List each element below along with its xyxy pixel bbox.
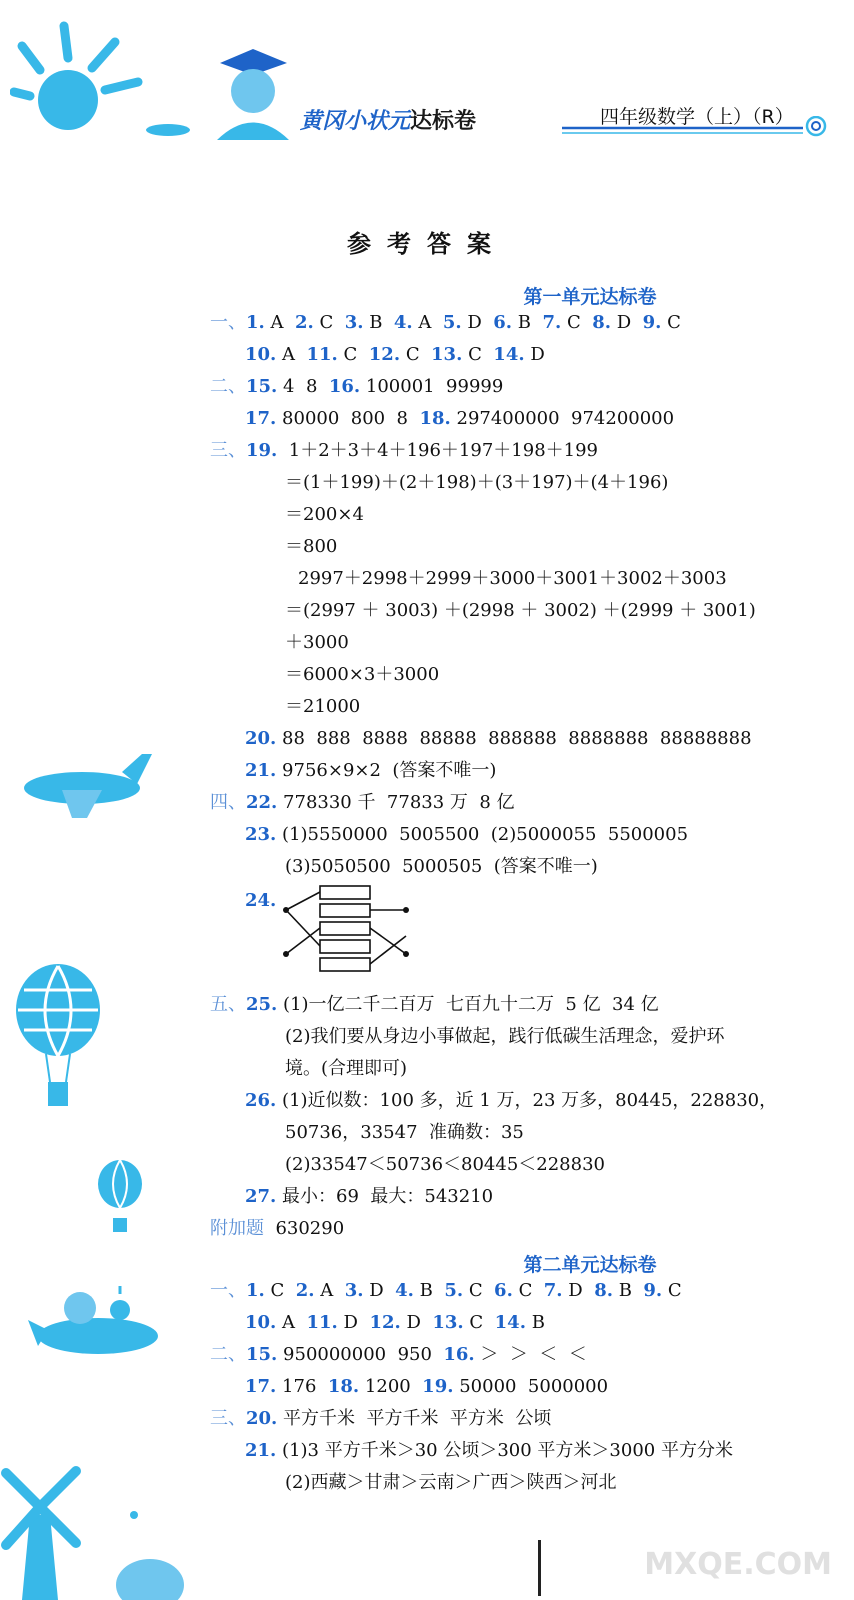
answer-line: 24. (245, 890, 277, 911)
answer-line: ＝21000 (285, 696, 361, 717)
watermark: MXQE.COM (644, 1547, 832, 1582)
answer-line: 21. (1)3 平方千米＞30 公顷＞300 平方米＞3000 平方分米 (245, 1440, 733, 1461)
header-brand: 黄冈小状元达标卷 (300, 109, 477, 134)
answer-line: 27. 最小：69 最大：543210 (245, 1186, 494, 1207)
airplane-illustration (12, 752, 172, 822)
scholar-boy-illustration (205, 45, 300, 140)
windmill-illustration (0, 1455, 210, 1600)
balloon-small-illustration (94, 1160, 146, 1235)
answer-line: 五、25. (1)一亿二千二百万 七百九十二万 5 亿 34 亿 (210, 994, 659, 1015)
answer-line: 50736，33547 准确数：35 (285, 1122, 524, 1143)
answer-line: 17. 176 18. 1200 19. 50000 5000000 (245, 1376, 609, 1397)
answer-line: 三、19. 1＋2＋3＋4＋196＋197＋198＋199 (210, 440, 599, 461)
answer-line: 一、1. C 2. A 3. D 4. B 5. C 6. C 7. D 8. B 9. C (210, 1280, 682, 1301)
header-rule (558, 116, 833, 138)
unit1-heading: 第一单元达标卷 (523, 286, 657, 308)
answer-line: 17. 80000 800 8 18. 297400000 974200000 (245, 408, 675, 429)
answer-line: ＝(2997 ＋ 3003) ＋(2998 ＋ 3002) ＋(2999 ＋ 3001) (285, 600, 756, 621)
answer-line: (3)5050500 5000505 (答案不唯一) (285, 856, 598, 877)
answer-line: ＝200×4 (285, 504, 364, 525)
answer-line: 21. 9756×9×2 (答案不唯一) (245, 760, 497, 781)
sun-illustration (10, 18, 190, 138)
answer-line: 四、22. 778330 千 77833 万 8 亿 (210, 792, 515, 813)
answer-line: ＋3000 (285, 632, 349, 653)
answer-line: (2)我们要从身边小事做起，践行低碳生活理念，爱护环 (285, 1026, 725, 1047)
matching-lines-diagram (278, 884, 418, 974)
answer-line: 一、1. A 2. C 3. B 4. A 5. D 6. B 7. C 8. D 9. C (210, 312, 681, 333)
answer-line: ＝(1＋199)＋(2＋198)＋(3＋197)＋(4＋196) (285, 472, 669, 493)
answer-line: 三、20. 平方千米 平方千米 平方米 公顷 (210, 1408, 552, 1429)
answer-line: 20. 88 888 8888 88888 888888 8888888 88888888 (245, 728, 752, 749)
answer-line: 23. (1)5550000 5005500 (2)5000055 5500005 (245, 824, 689, 845)
answer-line: ＝800 (285, 536, 338, 557)
answer-line: (2)西藏＞甘肃＞云南＞广西＞陕西＞河北 (285, 1472, 617, 1493)
page-fold-mark (538, 1540, 541, 1596)
answer-line: 26. (1)近似数：100 多，近 1 万，23 万多，80445，228830， (245, 1090, 778, 1111)
answer-line: 2997＋2998＋2999＋3000＋3001＋3002＋3003 (298, 568, 727, 589)
answer-line: ＝6000×3＋3000 (285, 664, 440, 685)
page-title: 参考答案 (347, 229, 507, 258)
cartoon-plane-illustration (18, 1280, 168, 1370)
header-subject: 四年级数学（上）（R） (600, 106, 794, 128)
answer-line: 境。(合理即可) (285, 1058, 408, 1079)
answer-line: (2)33547＜50736＜80445＜228830 (285, 1154, 605, 1175)
answer-line: 10. A 11. D 12. D 13. C 14. B (245, 1312, 545, 1333)
balloon-large-illustration (12, 962, 104, 1112)
answer-line: 二、15. 950000000 950 16. ＞ ＞ ＜ ＜ (210, 1344, 587, 1365)
answer-line: 附加题 630290 (210, 1218, 345, 1239)
answer-line: 10. A 11. C 12. C 13. C 14. D (245, 344, 545, 365)
unit2-heading: 第二单元达标卷 (523, 1254, 657, 1276)
answer-line: 二、15. 4 8 16. 100001 99999 (210, 376, 504, 397)
